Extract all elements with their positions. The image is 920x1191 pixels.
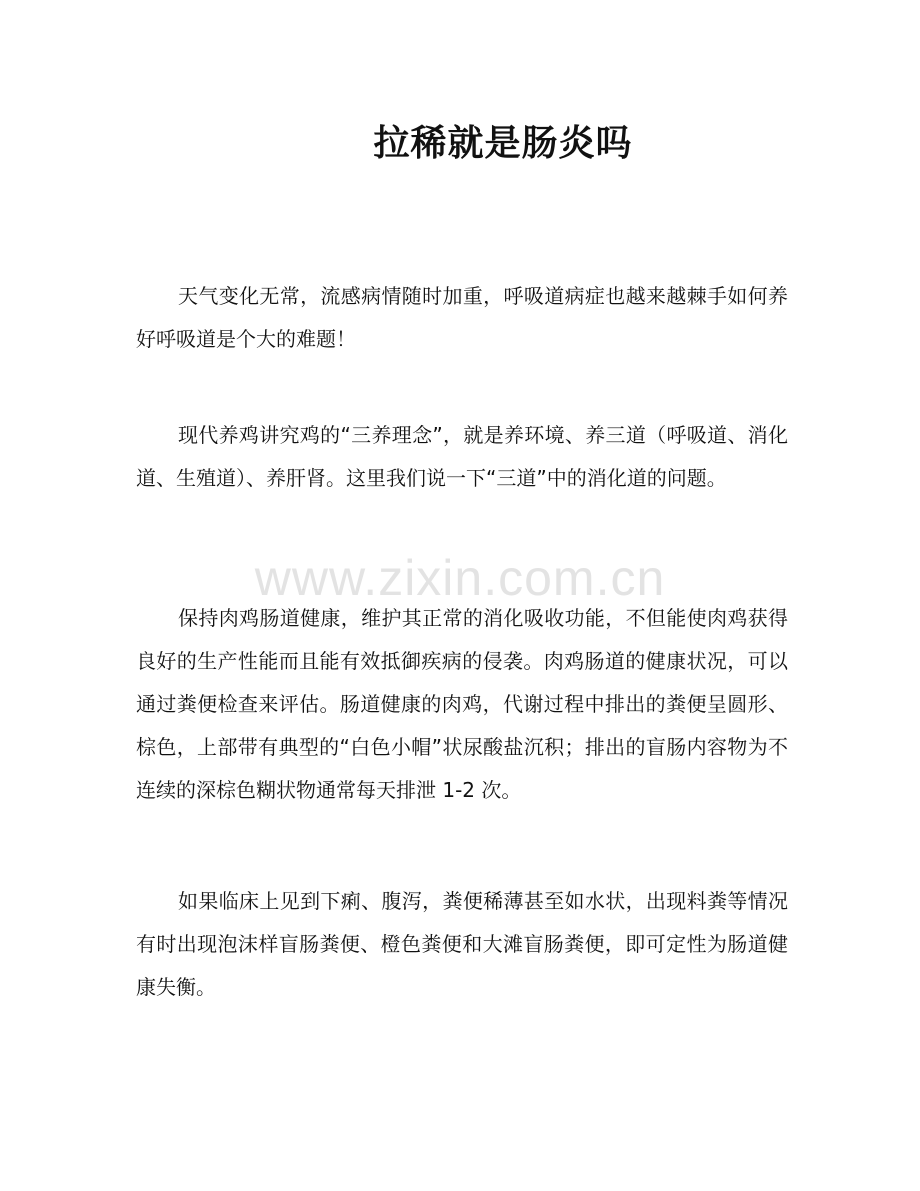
paragraph-3: 保持肉鸡肠道健康，维护其正常的消化吸收功能，不但能使肉鸡获得良好的生产性能而且能有效抵御疾病的侵袭。肉鸡肠道的健康状况，可以通过粪便检查来评估。肠道健康的肉鸡，代谢过程中排出的粪便呈圆形、棕色，上部带有典型的“白色小帽”状尿酸盐沉积；排出的盲肠内容物为不连续的深棕色糊状物通常每天排泄 1-2 次。 [136,606,788,802]
paragraph-2: 现代养鸡讲究鸡的“三养理念”，就是养环境、养三道（呼吸道、消化道、生殖道）、养肝肾。这里我们说一下“三道”中的消化道的问题。 [136,423,788,490]
document-title: 拉稀就是肠炎吗 [373,123,633,164]
paragraph-4: 如果临床上见到下痢、腹泻，粪便稀薄甚至如水状，出现料粪等情况有时出现泡沫样盲肠粪便、橙色粪便和大滩盲肠粪便，即可定性为肠道健康失衡。 [136,889,788,999]
watermark: www.zixin.com.cn [254,550,666,606]
paragraph-1: 天气变化无常，流感病情随时加重，呼吸道病症也越来越棘手如何养好呼吸道是个大的难题！ [136,284,788,351]
